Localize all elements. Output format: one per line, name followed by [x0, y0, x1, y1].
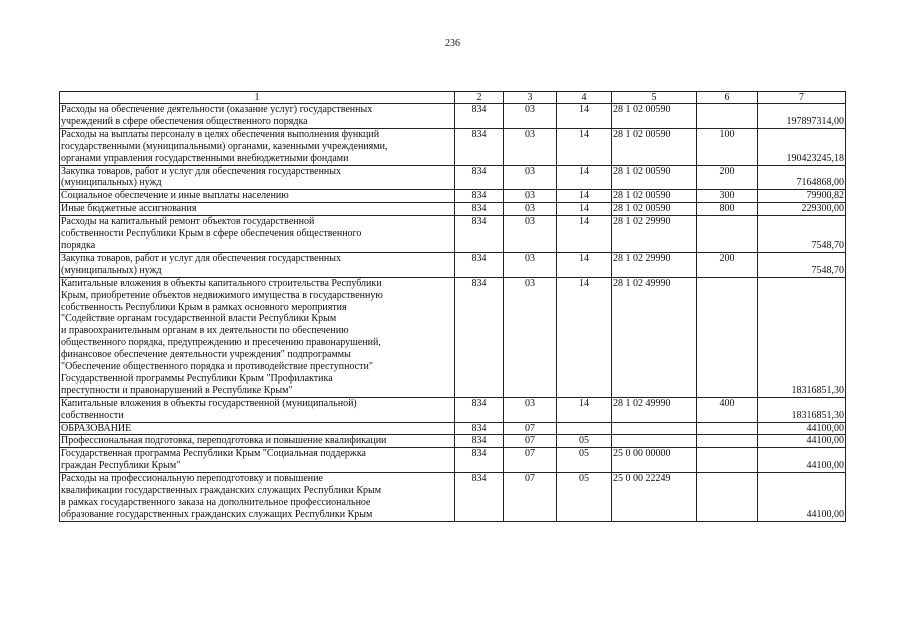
- amount: 44100,00: [758, 448, 846, 473]
- expense-type-code: 100: [697, 128, 758, 165]
- amount: 190423245,18: [758, 128, 846, 165]
- section-code: 07: [504, 435, 557, 448]
- ministry-code: 834: [455, 397, 504, 422]
- section-code: 03: [504, 190, 557, 203]
- target-article-code: [612, 422, 697, 435]
- target-article-code: 28 1 02 00590: [612, 203, 697, 216]
- ministry-code: 834: [455, 104, 504, 129]
- subsection-code: 05: [557, 473, 612, 522]
- target-article-code: 28 1 02 29990: [612, 216, 697, 253]
- target-article-code: 28 1 02 00590: [612, 128, 697, 165]
- header-row: [60, 92, 846, 104]
- row-description: Профессиональная подготовка, переподготовка и повышение квалификации: [60, 435, 455, 448]
- target-article-code: 28 1 02 49990: [612, 277, 697, 397]
- ministry-code: 834: [455, 165, 504, 190]
- expense-type-code: [697, 473, 758, 522]
- section-code: 03: [504, 216, 557, 253]
- table-row: [60, 435, 846, 448]
- row-description: Закупка товаров, работ и услуг для обеспечения государственных (муниципальных) нужд: [60, 165, 455, 190]
- subsection-code: 14: [557, 252, 612, 277]
- expense-type-code: [697, 448, 758, 473]
- subsection-code: 14: [557, 216, 612, 253]
- target-article-code: 28 1 02 00590: [612, 165, 697, 190]
- column-header: 7: [758, 92, 846, 104]
- subsection-code: 14: [557, 104, 612, 129]
- budget-table: [59, 91, 846, 522]
- amount: 18316851,30: [758, 397, 846, 422]
- row-description: Социальное обеспечение и иные выплаты населению: [60, 190, 455, 203]
- subsection-code: 05: [557, 435, 612, 448]
- subsection-code: 14: [557, 397, 612, 422]
- expense-type-code: [697, 104, 758, 129]
- subsection-code: 14: [557, 128, 612, 165]
- amount: 18316851,30: [758, 277, 846, 397]
- ministry-code: 834: [455, 128, 504, 165]
- column-header: 1: [60, 92, 455, 104]
- row-description: Иные бюджетные ассигнования: [60, 203, 455, 216]
- target-article-code: 28 1 02 29990: [612, 252, 697, 277]
- table-row: [60, 203, 846, 216]
- table-row: [60, 473, 846, 522]
- ministry-code: 834: [455, 190, 504, 203]
- expense-type-code: [697, 277, 758, 397]
- section-code: 03: [504, 252, 557, 277]
- column-header: 2: [455, 92, 504, 104]
- subsection-code: [557, 422, 612, 435]
- amount: 7164868,00: [758, 165, 846, 190]
- ministry-code: 834: [455, 277, 504, 397]
- table-row: [60, 252, 846, 277]
- ministry-code: 834: [455, 252, 504, 277]
- amount: 44100,00: [758, 435, 846, 448]
- section-code: 03: [504, 397, 557, 422]
- row-description: ОБРАЗОВАНИЕ: [60, 422, 455, 435]
- ministry-code: 834: [455, 435, 504, 448]
- section-code: 03: [504, 277, 557, 397]
- column-header: 3: [504, 92, 557, 104]
- subsection-code: 14: [557, 165, 612, 190]
- expense-type-code: 200: [697, 252, 758, 277]
- column-header: 5: [612, 92, 697, 104]
- section-code: 03: [504, 104, 557, 129]
- expense-type-code: 200: [697, 165, 758, 190]
- amount: 7548,70: [758, 216, 846, 253]
- table-row: [60, 190, 846, 203]
- section-code: 03: [504, 128, 557, 165]
- section-code: 03: [504, 165, 557, 190]
- ministry-code: 834: [455, 448, 504, 473]
- table-row: [60, 104, 846, 129]
- section-code: 03: [504, 203, 557, 216]
- ministry-code: 834: [455, 473, 504, 522]
- amount: 229300,00: [758, 203, 846, 216]
- expense-type-code: 800: [697, 203, 758, 216]
- table-row: [60, 397, 846, 422]
- table-row: [60, 165, 846, 190]
- row-description: Государственная программа Республики Крым "Социальная поддержка граждан Республики Крым": [60, 448, 455, 473]
- section-code: 07: [504, 422, 557, 435]
- amount: 44100,00: [758, 422, 846, 435]
- expense-type-code: 400: [697, 397, 758, 422]
- target-article-code: 25 0 00 22249: [612, 473, 697, 522]
- target-article-code: 28 1 02 00590: [612, 190, 697, 203]
- page-number: 236: [445, 38, 460, 49]
- row-description: Расходы на профессиональную переподготовку и повышение квалификации государственных гражданских служащих Республики Крым в рамках государственного заказа на дополнительное профессиональное образование государственных гражданских служащих Республики Крым: [60, 473, 455, 522]
- target-article-code: 25 0 00 00000: [612, 448, 697, 473]
- target-article-code: [612, 435, 697, 448]
- ministry-code: 834: [455, 203, 504, 216]
- expense-type-code: [697, 435, 758, 448]
- ministry-code: 834: [455, 216, 504, 253]
- amount: 44100,00: [758, 473, 846, 522]
- row-description: Расходы на обеспечение деятельности (оказание услуг) государственных учреждений в сфере обеспечения общественного порядка: [60, 104, 455, 129]
- table-row: [60, 277, 846, 397]
- subsection-code: 14: [557, 190, 612, 203]
- section-code: 07: [504, 448, 557, 473]
- row-description: Расходы на выплаты персоналу в целях обеспечения выполнения функций государственными (муниципальными) органами, казенными учреждениями, органами управления государственными внебюджетными фондами: [60, 128, 455, 165]
- expense-type-code: [697, 422, 758, 435]
- amount: 197897314,00: [758, 104, 846, 129]
- amount: 7548,70: [758, 252, 846, 277]
- target-article-code: 28 1 02 49990: [612, 397, 697, 422]
- row-description: Капитальные вложения в объекты государственной (муниципальной) собственности: [60, 397, 455, 422]
- table-row: [60, 448, 846, 473]
- subsection-code: 05: [557, 448, 612, 473]
- table-row: [60, 422, 846, 435]
- subsection-code: 14: [557, 277, 612, 397]
- target-article-code: 28 1 02 00590: [612, 104, 697, 129]
- row-description: Закупка товаров, работ и услуг для обеспечения государственных (муниципальных) нужд: [60, 252, 455, 277]
- column-header: 4: [557, 92, 612, 104]
- expense-type-code: 300: [697, 190, 758, 203]
- row-description: Расходы на капитальный ремонт объектов государственной собственности Республики Крым в сфере обеспечения общественного порядка: [60, 216, 455, 253]
- ministry-code: 834: [455, 422, 504, 435]
- expense-type-code: [697, 216, 758, 253]
- table-row: [60, 128, 846, 165]
- amount: 79900,82: [758, 190, 846, 203]
- column-header: 6: [697, 92, 758, 104]
- row-description: Капитальные вложения в объекты капитального строительства Республики Крым, приобретение объектов недвижимого имущества в государственную собственность Республики Крым в рамках основного мероприятия "Содействие органам государственной власти Республики Крым и правоохранительным органам в их деятельности по обеспечению общественного порядка, предупреждению и пресечению правонарушений, финансовое обеспечение деятельности учреждения" подпрограммы "Обеспечение общественного порядка и противодействие преступности" Государственной программы Республики Крым "Профилактика преступности и правонарушений в Республике Крым": [60, 277, 455, 397]
- section-code: 07: [504, 473, 557, 522]
- subsection-code: 14: [557, 203, 612, 216]
- table-row: [60, 216, 846, 253]
